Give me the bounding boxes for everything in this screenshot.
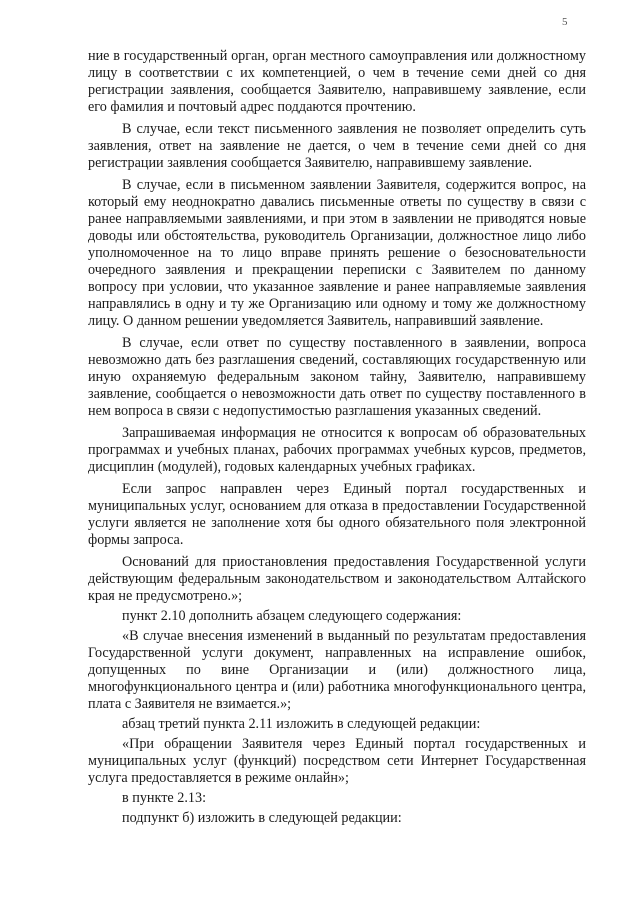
paragraph: Запрашиваемая информация не относится к вопросам об образовательных программах и учебных планах, рабочих программах учебных курсов, предметов, дисциплин (модулей), годовых календарных учебных графиках. (88, 425, 586, 475)
paragraph: абзац третий пункта 2.11 изложить в следующей редакции: (122, 716, 481, 732)
paragraph: подпункт б) изложить в следующей редакции: (122, 810, 402, 826)
paragraph: пункт 2.10 дополнить абзацем следующего содержания: (122, 608, 462, 624)
paragraph: Если запрос направлен через Единый портал государственных и муниципальных услуг, основанием для отказа в предоставлении Государственной услуги является не заполнение хотя бы одного обязательного поля электронной формы запроса. (88, 481, 586, 548)
paragraph: В случае, если в письменном заявлении Заявителя, содержится вопрос, на который ему неоднократно давались письменные ответы по существу в связи с ранее направляемыми заявлениями, и при этом в заявлении не приводятся новые доводы или обстоятельства, руководитель Организации, должностное лицо либо уполномоченное на то лицо вправе принять решение о безосновательности очередного заявления и прекращении переписки с Заявителем по данному вопросу при условии, что указанное заявление и ранее направляемые заявления направлялись в одну и ту же Организацию или одному и тому же должностному лицу. О данном решении уведомляется Заявитель, направивший заявление. (88, 177, 586, 329)
paragraph: «При обращении Заявителя через Единый портал государственных и муниципальных услуг (функций) посредством сети Интернет Государственная услуга предоставляется в режиме онлайн»; (88, 736, 586, 786)
page-number: 5 (562, 16, 568, 28)
paragraph: Оснований для приостановления предоставления Государственной услуги действующим федеральным законодательством и законодательством Алтайского края не предусмотрено.»; (88, 554, 586, 604)
paragraph: в пункте 2.13: (122, 790, 207, 806)
paragraph-continuation: ние в государственный орган, орган местного самоуправления или должностному лицу в соответствии с их компетенцией, о чем в течение семи дней со дня регистрации заявления, сообщается Заявителю, направившему заявление, если его фамилия и почтовый адрес поддаются прочтению. (88, 48, 586, 115)
paragraph: В случае, если ответ по существу поставленного в заявлении, вопроса невозможно дать без разглашения сведений, составляющих государственную или иную охраняемую федеральным законом тайну, Заявителю, направившему заявление, сообщается о невозможности дать ответ по существу поставленного в нем вопроса в связи с недопустимостью разглашения указанных сведений. (88, 335, 586, 419)
paragraph: «В случае внесения изменений в выданный по результатам предоставления Государственной услуги документ, направленных на исправление ошибок, допущенных по вине Организации и (или) должностного лица, многофункционального центра и (или) работника многофункционального центра, плата с Заявителя не взимается.»; (88, 628, 586, 712)
document-body (88, 48, 586, 830)
paragraph: В случае, если текст письменного заявления не позволяет определить суть заявления, ответ на заявление не дается, о чем в течение семи дней со дня регистрации заявления сообщается Заявителю, направившему заявление. (88, 121, 586, 171)
